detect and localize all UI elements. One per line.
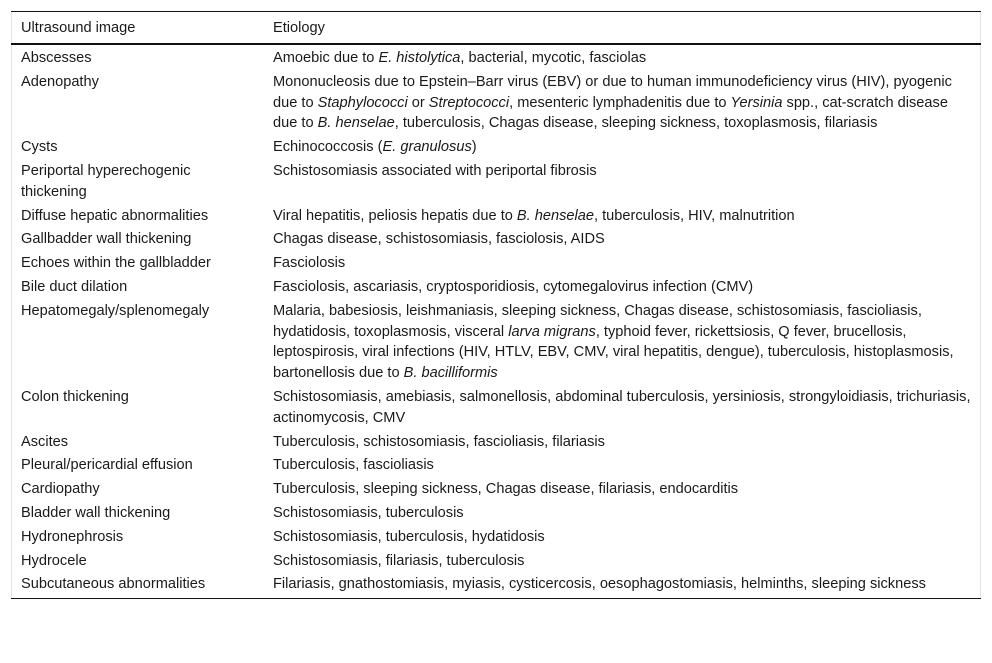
etiology-text: Chagas disease, schistosomiasis, fasciolosis, AIDS xyxy=(273,231,605,248)
organism-name-italic: B. bacilliformis xyxy=(403,365,498,382)
etiology-cell xyxy=(263,454,981,478)
ultrasound-image-cell: Colon thickening xyxy=(21,388,129,405)
etiology-cell xyxy=(263,386,981,431)
ultrasound-image-cell: Hydrocele xyxy=(21,552,87,569)
table-row xyxy=(11,573,981,598)
ultrasound-image-cell: Ascites xyxy=(21,433,69,450)
etiology-text: Mononucleosis due to Epstein–Barr virus (EBV) or due to human immunodeficiency virus (HIV), pyogenic due to xyxy=(273,73,952,111)
table-row xyxy=(11,276,981,300)
ultrasound-image-cell: Echoes within the gallbladder xyxy=(21,255,211,272)
etiology-text: Viral hepatitis, peliosis hepatis due to xyxy=(273,207,517,224)
organism-name-italic: Streptococci xyxy=(428,94,510,111)
ultrasound-etiology-table xyxy=(11,11,981,599)
table-row xyxy=(11,252,981,276)
etiology-text: Malaria, babesiosis, leishmaniasis, sleeping sickness, Chagas disease, schistosomiasis, fascioliasis, hydatidosis, toxoplasmosis, visceral xyxy=(273,302,922,340)
column-header-etiology: Etiology xyxy=(263,12,981,45)
etiology-text: , mesenteric lymphadenitis due to xyxy=(509,94,731,111)
etiology-text: Schistosomiasis, tuberculosis xyxy=(273,504,464,521)
organism-name-italic: larva migrans xyxy=(508,323,596,340)
etiology-cell xyxy=(263,71,981,136)
etiology-cell xyxy=(263,550,981,574)
organism-name-italic: Staphylococci xyxy=(317,94,408,111)
table-header xyxy=(11,12,981,45)
table-row xyxy=(11,300,981,386)
etiology-text: Schistosomiasis, tuberculosis, hydatidosis xyxy=(273,528,545,545)
table-row xyxy=(11,431,981,455)
etiology-cell xyxy=(263,160,981,205)
etiology-cell xyxy=(263,136,981,160)
etiology-text: Schistosomiasis, amebiasis, salmonellosis, abdominal tuberculosis, yersiniosis, strongyloidiasis, trichuriasis, actinomycosis, CMV xyxy=(273,388,971,426)
ultrasound-image-cell: Subcutaneous abnormalities xyxy=(11,573,263,598)
table-row xyxy=(11,386,981,431)
table-row xyxy=(11,502,981,526)
etiology-text: Filariasis, gnathostomiasis, myiasis, cysticercosis, oesophagostomiasis, helminths, sleeping sickness xyxy=(273,576,926,593)
table-row xyxy=(11,550,981,574)
etiology-cell xyxy=(263,276,981,300)
ultrasound-image-cell: Adenopathy xyxy=(21,73,99,90)
etiology-text: ) xyxy=(471,139,477,156)
organism-name-italic: B. henselae xyxy=(516,207,595,224)
etiology-text: , typhoid fever, rickettsiosis, Q fever, brucellosis, leptospirosis, viral infections (HIV, HTLV, EBV, CMV, viral hepatitis, dengue), tuberculosis, histoplasmosis, bartonellosis due to xyxy=(273,323,954,382)
table-row xyxy=(11,454,981,478)
etiology-text: Fasciolosis, ascariasis, cryptosporidiosis, cytomegalovirus infection (CMV) xyxy=(273,278,754,295)
etiology-text: or xyxy=(407,94,429,111)
etiology-cell xyxy=(263,228,981,252)
organism-name-italic: E. histolytica xyxy=(378,50,461,66)
etiology-text: spp., cat-scratch disease due to xyxy=(273,94,948,132)
table-row xyxy=(11,160,981,205)
etiology-cell xyxy=(263,478,981,502)
table-row xyxy=(11,526,981,550)
table-body xyxy=(11,44,981,599)
table-row xyxy=(11,228,981,252)
etiology-text: Tuberculosis, schistosomiasis, fascioliasis, filariasis xyxy=(273,433,605,450)
etiology-table-container xyxy=(11,11,981,599)
ultrasound-image-cell: Abscesses xyxy=(21,50,92,66)
organism-name-italic: E. granulosus xyxy=(382,139,472,156)
ultrasound-image-cell: Pleural/pericardial effusion xyxy=(21,457,193,474)
column-header-ultrasound-image: Ultrasound image xyxy=(11,12,263,45)
ultrasound-image-cell: Gallbadder wall thickening xyxy=(21,231,192,248)
etiology-cell xyxy=(263,502,981,526)
ultrasound-image-cell: Hepatomegaly/splenomegaly xyxy=(21,302,210,319)
ultrasound-image-cell: Hydronephrosis xyxy=(21,528,124,545)
etiology-cell xyxy=(263,431,981,455)
etiology-text: Amoebic due to xyxy=(273,50,379,66)
etiology-text: , tuberculosis, Chagas disease, sleeping sickness, toxoplasmosis, filariasis xyxy=(394,115,878,132)
ultrasound-image-cell: Cysts xyxy=(21,139,58,156)
etiology-text: Schistosomiasis, filariasis, tuberculosis xyxy=(273,552,525,569)
ultrasound-image-cell: Bladder wall thickening xyxy=(21,504,171,521)
table-row xyxy=(11,71,981,136)
table-row xyxy=(11,44,981,71)
etiology-text: Echinococcosis ( xyxy=(273,139,383,156)
etiology-text: , tuberculosis, HIV, malnutrition xyxy=(594,207,795,224)
header-row xyxy=(11,12,981,45)
etiology-cell xyxy=(263,526,981,550)
ultrasound-image-cell: Periportal hyperechogenic thickening xyxy=(21,162,191,200)
etiology-cell xyxy=(263,205,981,229)
etiology-text: Tuberculosis, sleeping sickness, Chagas disease, filariasis, endocarditis xyxy=(273,481,739,498)
etiology-cell xyxy=(263,300,981,386)
etiology-text: Fasciolosis xyxy=(273,255,346,272)
ultrasound-image-cell: Bile duct dilation xyxy=(21,278,128,295)
organism-name-italic: Yersinia xyxy=(730,94,783,111)
etiology-text: Tuberculosis, fascioliasis xyxy=(273,457,434,474)
etiology-cell xyxy=(263,44,981,71)
etiology-text: , bacterial, mycotic, fasciolas xyxy=(460,50,647,66)
ultrasound-image-cell: Cardiopathy xyxy=(21,481,100,498)
table-row xyxy=(11,136,981,160)
table-row xyxy=(11,205,981,229)
etiology-cell xyxy=(263,252,981,276)
ultrasound-image-cell: Diffuse hepatic abnormalities xyxy=(21,207,209,224)
organism-name-italic: B. henselae xyxy=(317,115,395,132)
table-row xyxy=(11,478,981,502)
etiology-text: Schistosomiasis associated with periportal fibrosis xyxy=(273,162,597,179)
etiology-cell xyxy=(263,573,981,598)
